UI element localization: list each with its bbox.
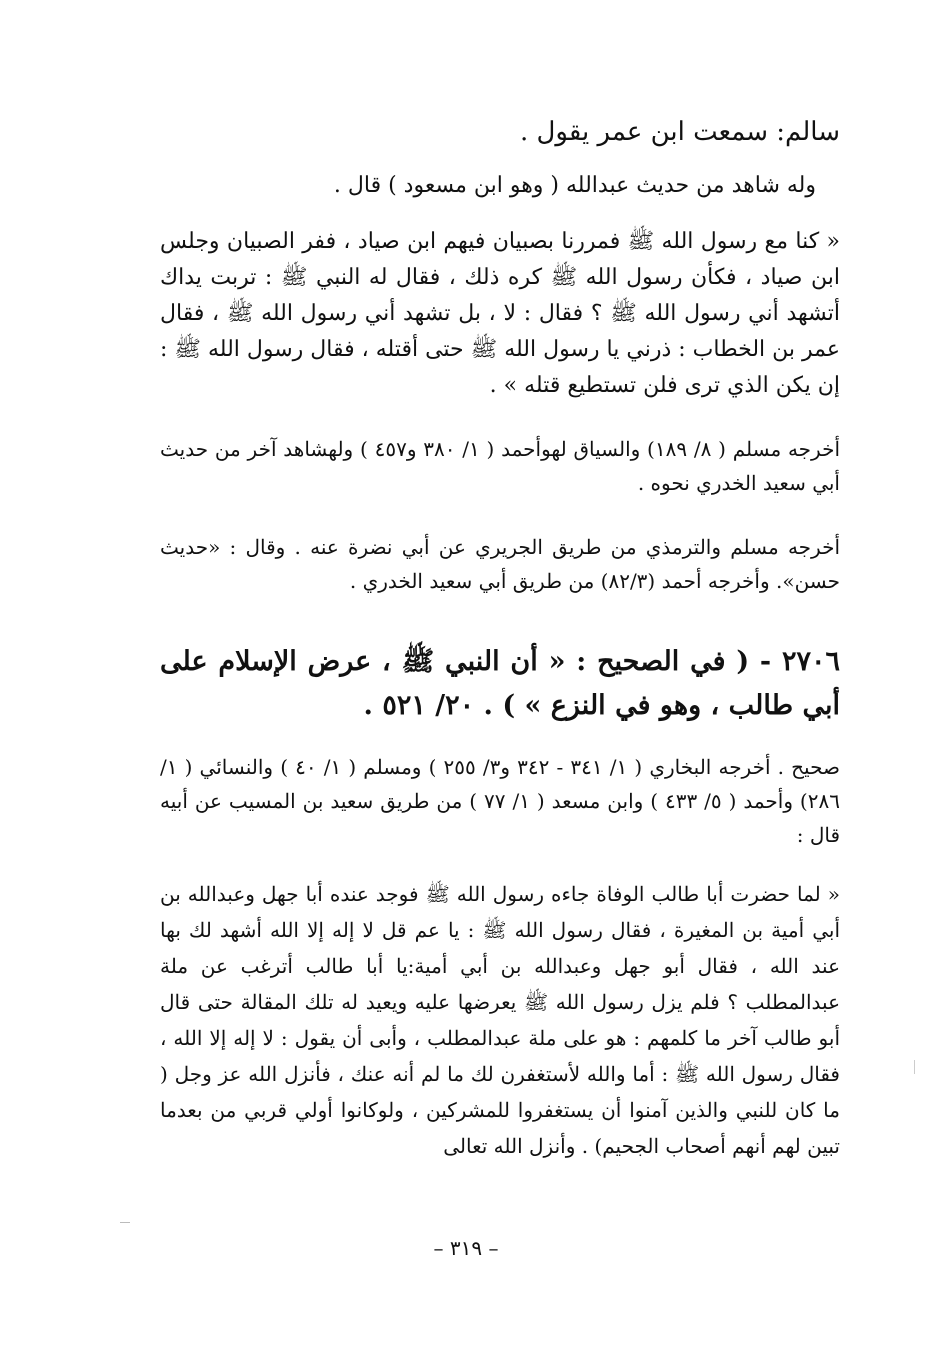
scan-mark xyxy=(120,1222,130,1223)
witness-text: وله شاهد من حديث عبدالله ( وهو ابن مسعود ) قال . xyxy=(333,173,816,198)
intro-text: سالم: سمعت ابن عمر يقول . xyxy=(519,117,840,147)
takhrij-jurayri xyxy=(160,530,840,598)
takhrij-text: أخرجه مسلم ( ٨/ ١٨٩) والسياق لهوأحمد ( ١/ ٣٨٠ و٤٥٧ ) ولهشاهد آخر من حديث أبي سعيد الخدري نحوه . xyxy=(160,437,840,495)
hadith-abu-talib xyxy=(160,876,840,1164)
hadith-ibn-sayyad xyxy=(160,224,840,404)
scan-mark xyxy=(914,1060,915,1074)
hadith-text: « لما حضرت أبا طالب الوفاة جاءه رسول الله ﷺ فوجد عنده أبا جهل وعبدالله بن أبي أمية بن المغيرة ، فقال رسول الله ﷺ : يا عم قل لا إله إلا الله أشهد لك بها عند الله ، فقال أبو جهل وعبدالله بن أبي أمية:يا أبا طالب أترغب عن ملة عبدالمطلب ؟ فلم يزل رسول الله ﷺ يعرضها عليه ويعيد له تلك المقالة حتى قال أبو طالب آخر ما كلمهم : هو على ملة عبدالمطلب ، وأبى أن يقول : لا إله إلا الله ، فقال رسول الله ﷺ : أما والله لأستغفرن لك ما لم أنه عنك ، فأنزل الله عز وجل ( ما كان للنبي والذين آمنوا أن يستغفروا للمشركين ، ولوكانوا أولي قربي من بعدما تبين لهم أنهم أصحاب الجحيم) . وأنزل الله تعالى xyxy=(160,882,840,1158)
takhrij-text: صحيح . أخرجه البخاري ( ١/ ٣٤١ - ٣٤٢ و٣/ ٢٥٥ ) ومسلم ( ١/ ٤٠ ) والنسائي ( ١/ ٢٨٦) وأحمد ( ٥/ ٤٣٣ ) وابن مسعد ( ١/ ٧٧ ) من طريق سعيد بن المسيب عن أبيه قال : xyxy=(160,755,840,847)
takhrij-muslim xyxy=(160,432,840,500)
intro-line-salem xyxy=(160,114,840,150)
heading-text: ٢٧٠٦ - ( في الصحيح : « أن النبي ﷺ ، عرض الإسلام على أبي طالب ، وهو في النزع » ) . ٢٠/ ٥٢١ . xyxy=(160,646,840,721)
page-number: – ٣١٩ – xyxy=(433,1236,499,1260)
hadith-text: « كنا مع رسول الله ﷺ فمررنا بصبيان فيهم ابن صياد ، ففر الصبيان وجلس ابن صياد ، فكأن رسول الله ﷺ كره ذلك ، فقال له النبي ﷺ : تربت يداك أتشهد أني رسول الله ﷺ ؟ فقال : لا ، بل تشهد أني رسول الله ﷺ ، فقال عمر بن الخطاب : ذرني يا رسول الله ﷺ حتى أقتله ، فقال رسول الله ﷺ : إن يكن الذي ترى فلن تستطيع قتله » . xyxy=(160,229,840,398)
entry-heading-2706 xyxy=(160,640,840,728)
takhrij-text: أخرجه مسلم والترمذي من طريق الجريري عن أبي نضرة عنه . وقال : «حديث حسن». وأخرجه أحمد (٨٢/٣) من طريق أبي سعيد الخدري . xyxy=(160,535,840,593)
intro-line-witness xyxy=(160,170,840,202)
takhrij-bukhari xyxy=(160,750,840,852)
